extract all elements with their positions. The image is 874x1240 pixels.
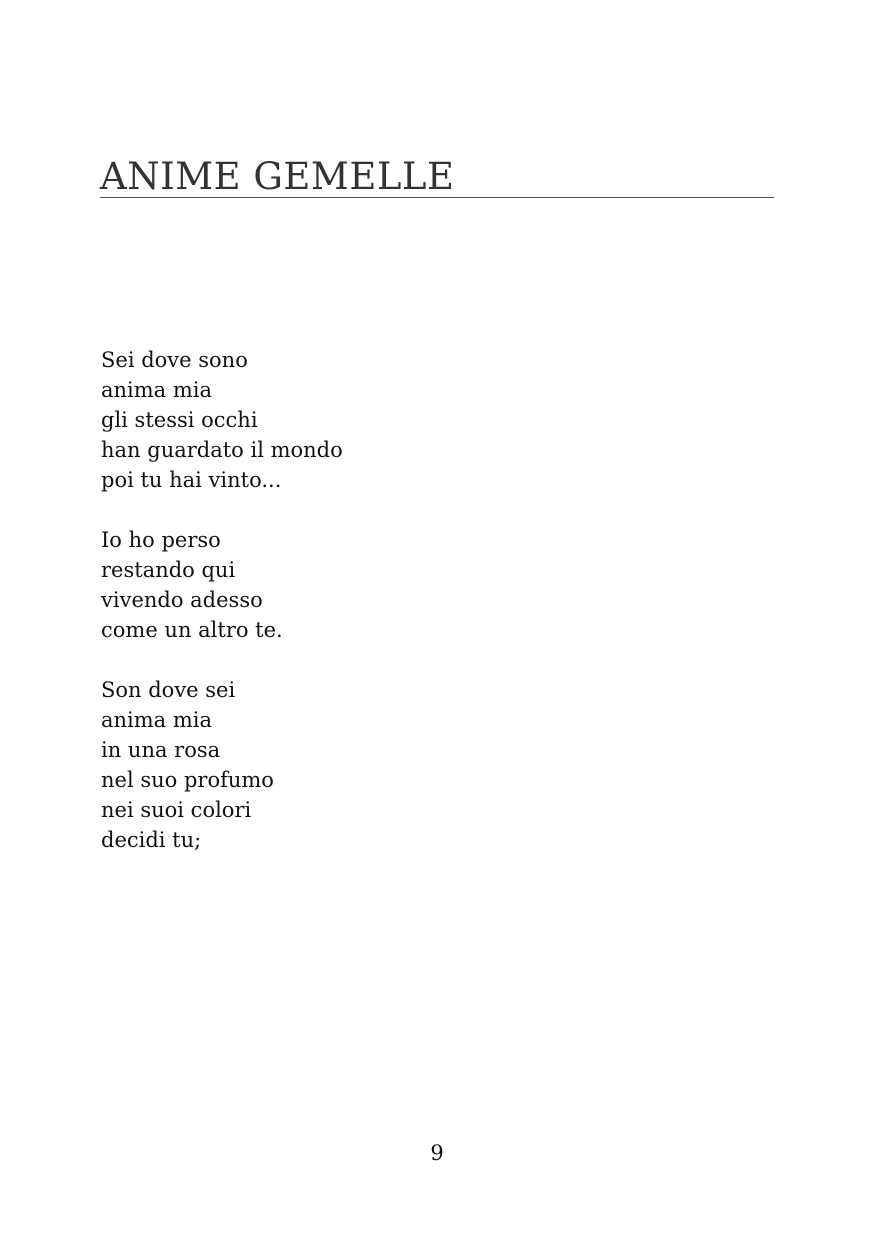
poem-line: nel suo profumo [101, 768, 274, 792]
poem-body [101, 345, 343, 885]
poem-line: gli stessi occhi [101, 408, 258, 432]
poem-line: anima mia [101, 378, 213, 402]
poem-line: Son dove sei [101, 678, 236, 702]
stanza-1 [101, 345, 343, 495]
stanza-3 [101, 675, 343, 855]
poem-line: Io ho perso [101, 528, 221, 552]
poem-line: anima mia [101, 708, 213, 732]
poem-line: come un altro te. [101, 618, 283, 642]
poem-line: vivendo adesso [101, 588, 263, 612]
page-number: 9 [430, 1141, 444, 1165]
title-underline [100, 197, 774, 198]
poem-line: decidi tu; [101, 828, 202, 852]
poem-line: restando qui [101, 558, 236, 582]
poem-line: nei suoi colori [101, 798, 252, 822]
poem-line: poi tu hai vinto... [101, 468, 282, 492]
poem-title: ANIME GEMELLE [100, 155, 455, 198]
stanza-2 [101, 525, 343, 645]
poem-line: Sei dove sono [101, 348, 248, 372]
poem-line: han guardato il mondo [101, 438, 343, 462]
poem-line: in una rosa [101, 738, 221, 762]
